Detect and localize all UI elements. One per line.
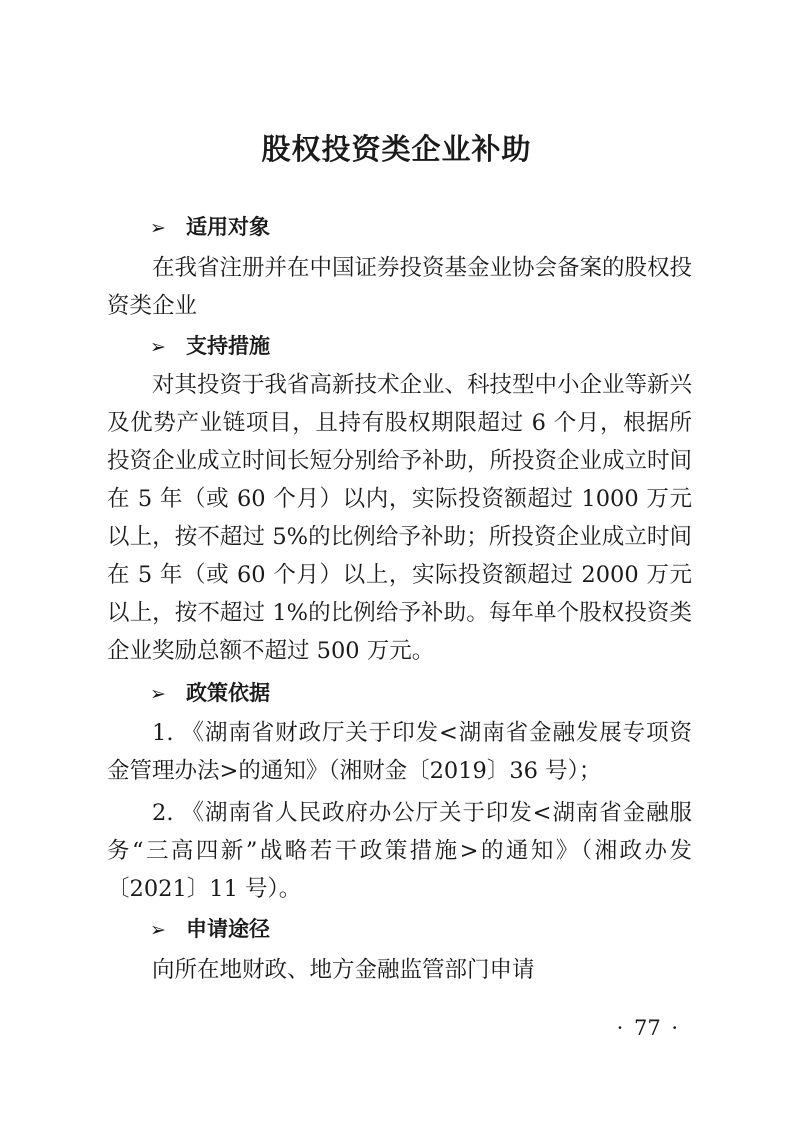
section-heading-label: 适用对象 bbox=[186, 215, 270, 239]
dot-separator: · bbox=[671, 1016, 679, 1040]
section-heading-support-measures bbox=[150, 330, 270, 363]
page-title: 股权投资类企业补助 bbox=[261, 132, 532, 166]
section-heading-label: 申请途径 bbox=[186, 917, 270, 941]
policy-basis-item: 2. 《湖南省人民政府办公厅关于印发<湖南省金融服务“三高四新”战略若干政策措施>的通知》（湘政办发〔2021〕11 号）。 bbox=[107, 800, 692, 902]
section-heading-policy-basis bbox=[150, 677, 270, 710]
arrow-bullet-icon: ➢ bbox=[150, 683, 166, 705]
dot-separator: · bbox=[616, 1016, 624, 1040]
section-heading-label: 政策依据 bbox=[186, 681, 270, 705]
page-number-value: 77 bbox=[634, 1016, 661, 1040]
section-paragraph: 对其投资于我省高新技术企业、科技型中小企业等新兴及优势产业链项目，且持有股权期限超过 6 个月，根据所投资企业成立时间长短分别给予补助，所投资企业成立时间在 5 年（或 60 个月）以内，实际投资额超过 1000 万元以上，按不超过 5%的比例给予补助；所投资企业成立时间在 5 年（或 60 个月）以上，实际投资额超过 2000 万元以上，按不超过 1%的比例给予补助。每年单个股权投资类企业奖励总额不超过 500 万元。 bbox=[107, 372, 693, 664]
section-paragraph: 向所在地财政、地方金融监管部门申请 bbox=[152, 957, 535, 983]
arrow-bullet-icon: ➢ bbox=[150, 217, 166, 239]
section-heading-application-channel bbox=[150, 913, 270, 946]
arrow-bullet-icon: ➢ bbox=[150, 919, 166, 941]
page-number bbox=[606, 1012, 689, 1044]
section-heading-label: 支持措施 bbox=[186, 334, 270, 358]
arrow-bullet-icon: ➢ bbox=[150, 336, 166, 358]
section-paragraph: 在我省注册并在中国证券投资基金业协会备案的股权投资类企业 bbox=[107, 255, 693, 319]
section-heading-applicable-targets bbox=[150, 211, 270, 244]
policy-basis-item: 1. 《湖南省财政厅关于印发<湖南省金融发展专项资金管理办法>的通知》（湘财金〔2019〕36 号）； bbox=[107, 720, 692, 784]
